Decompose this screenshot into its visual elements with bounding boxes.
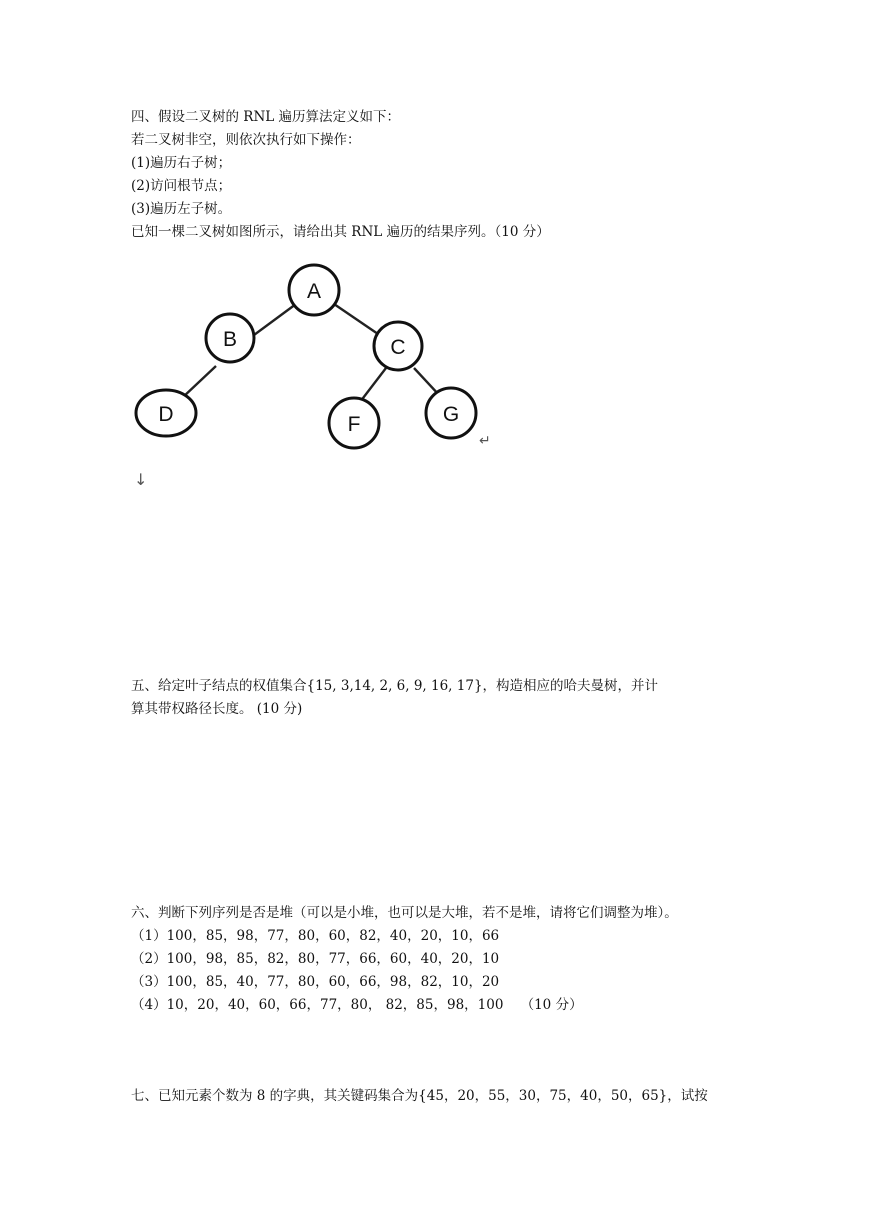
q4-step-3: (3)遍历左子树。	[131, 201, 232, 217]
q4-question: 已知一棵二叉树如图所示，请给出其 RNL 遍历的结果序列。（10 分）	[131, 224, 550, 240]
q5-line-1: 五、给定叶子结点的权值集合{15, 3,14, 2, 6, 9, 16, 17}，构造相应的哈夫曼树，并计	[131, 678, 659, 694]
return-mark: ↵	[479, 433, 491, 449]
tree-edge-b-d	[182, 366, 216, 398]
q6-item-4: （4）10，20，40，60，66，77，80， 82，85，98，100 （10 分）	[131, 997, 583, 1013]
q6-item-3: （3）100，85，40，77，80，60，66，98，82，10，20	[131, 974, 500, 990]
tree-node-g-label: G	[442, 403, 460, 426]
tree-node-f	[329, 398, 379, 448]
tree-node-a	[289, 265, 339, 315]
q4-title: 四、假设二叉树的 RNL 遍历算法定义如下：	[131, 109, 401, 125]
tree-node-g	[426, 388, 476, 438]
q5-line-2: 算其带权路径长度。 (10 分)	[131, 701, 303, 717]
q7-line-1: 七、已知元素个数为 8 的字典，其关键码集合为{45，20，55，30，75，40，50，65}，试按	[131, 1088, 708, 1104]
tree-edge-a-c	[334, 304, 378, 334]
q6-title: 六、判断下列序列是否是堆（可以是小堆，也可以是大堆，若不是堆，请将它们调整为堆）。	[131, 905, 678, 921]
tree-node-d	[136, 390, 196, 436]
binary-tree-figure	[128, 258, 488, 458]
down-arrow-mark: ↓	[134, 470, 148, 489]
q6-item-1: （1）100，85，98，77，80，60，82，40，20，10，66	[131, 928, 500, 944]
q4-step-2: (2)访问根节点；	[131, 178, 232, 194]
q4-step-1: (1)遍历右子树；	[131, 155, 232, 171]
tree-node-d-label: D	[158, 403, 174, 426]
tree-node-c	[374, 322, 422, 370]
tree-edge-c-f	[360, 368, 386, 402]
tree-node-c-label: C	[390, 336, 406, 359]
q6-item-2: （2）100，98，85，82，80，77，66，60，40，20，10	[131, 951, 500, 967]
tree-edge-a-b	[250, 304, 296, 338]
q4-condition: 若二叉树非空，则依次执行如下操作：	[131, 132, 361, 148]
tree-node-b-label: B	[222, 328, 238, 351]
tree-node-a-label: A	[306, 280, 322, 303]
tree-node-b	[206, 314, 254, 362]
tree-node-f-label: F	[347, 413, 361, 436]
